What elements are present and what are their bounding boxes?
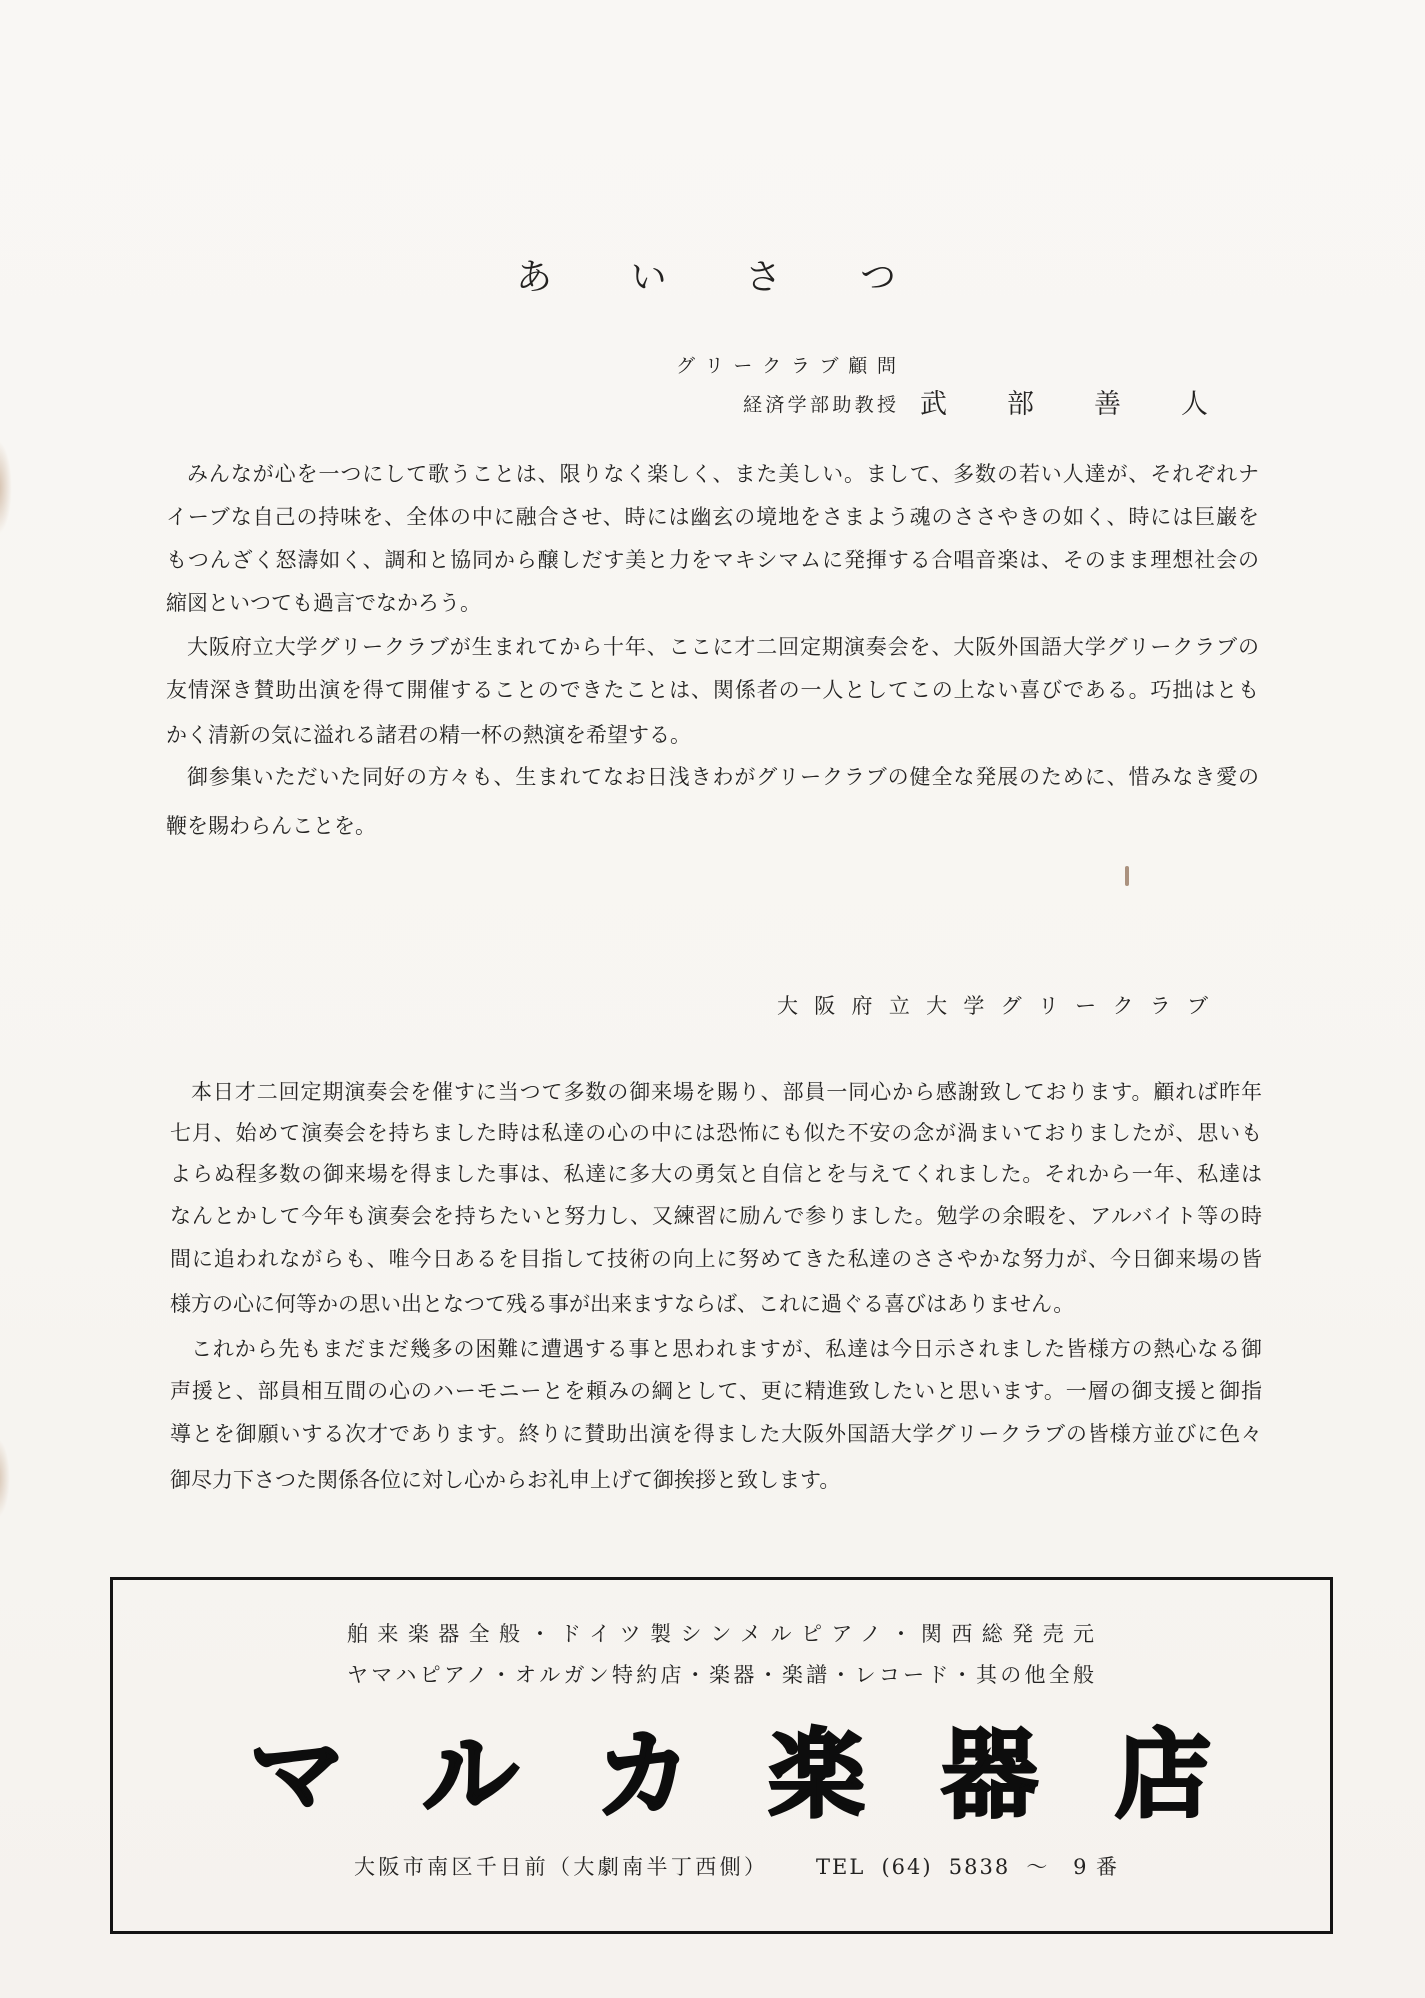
paragraph-line: よらぬ程多数の御来場を得ました事は、私達に多大の勇気と自信とを与えてくれました。それから一年、私達は: [170, 1162, 1262, 1186]
page-title: あいさつ: [516, 257, 896, 298]
paragraph-line: 間に追われながらも、唯今日あるを目指して技術の向上に努めてきた私達のささやかな努力が、今日御来場の皆: [170, 1247, 1262, 1271]
ad-tagline: ヤマハピアノ・オルガン特約店・楽器・楽譜・レコード・其の他全般: [347, 1663, 1094, 1687]
section-author: 大阪府立大学グリークラブ: [777, 994, 1208, 1018]
paragraph-line: みんなが心を一つにして歌うことは、限りなく楽しく、また美しい。まして、多数の若い人達が、それぞれナ: [187, 462, 1259, 486]
paragraph-line: イーブな自己の持味を、全体の中に融合させ、時には幽玄の境地をさまよう魂のささやきの如く、時には巨巌を: [166, 505, 1259, 529]
paragraph-line: 七月、始めて演奏会を持ちました時は私達の心の中には恐怖にも似た不安の念が渦まいておりましたが、思いも: [170, 1121, 1262, 1145]
paragraph-line: 本日才二回定期演奏会を催すに当つて多数の御来場を賜り、部員一同心から感謝致しております。顧れば昨年: [191, 1080, 1262, 1104]
paragraph-line: 導とを御願いする次才であります。終りに賛助出演を得ました大阪外国語大学グリークラブの皆様方並びに色々: [170, 1422, 1262, 1446]
paragraph-line: 鞭を賜わらんことを。: [166, 814, 376, 838]
advisor-title: 経済学部助教授: [743, 394, 896, 416]
paragraph-line: 御尽力下さつた関係各位に対し心からお礼申上げて御挨拶と致します。: [170, 1468, 841, 1492]
paragraph-line: かく清新の気に溢れる諸君の精一杯の熱演を希望する。: [166, 723, 691, 747]
paragraph-line: 友情深き賛助出演を得て開催することのできたことは、関係者の一人としてこの上ない喜びである。巧拙はとも: [166, 678, 1259, 702]
paragraph-line: 縮図といつても過言でなかろう。: [166, 591, 481, 615]
paragraph-line: なんとかして今年も演奏会を持ちたいと努力し、又練習に励んで参りました。勉学の余暇を、アルバイト等の時: [170, 1204, 1262, 1228]
advisor-role: グリークラブ顧問: [676, 355, 896, 377]
paragraph-line: もつんざく怒濤如く、調和と協同から醸しだす美と力をマキシマムに発揮する合唱音楽は、そのまま理想社会の: [166, 548, 1259, 572]
store-phone: TEL (64) 5838 ～ 9番: [816, 1855, 1119, 1879]
paper-stain: [0, 440, 12, 535]
paragraph-line: 様方の心に何等かの思い出となつて残る事が出来ますならば、これに過ぐる喜びはありません。: [170, 1292, 1075, 1316]
advisor-name: 武部善人: [920, 389, 1208, 420]
paragraph-line: 大阪府立大学グリークラブが生まれてから十年、ここに才二回定期演奏会を、大阪外国語大学グリークラブの: [187, 635, 1259, 659]
paper-stain: [0, 1438, 10, 1518]
paragraph-line: これから先もまだまだ幾多の困難に遭遇する事と思われますが、私達は今日示されました皆様方の熱心なる御: [191, 1337, 1262, 1361]
ad-tagline: 舶来楽器全般・ドイツ製シンメルピアノ・関西総発売元: [347, 1622, 1094, 1646]
paragraph-line: 声援と、部員相互間の心のハーモニーとを頼みの綱として、更に精進致したいと思います。一層の御支援と御指: [170, 1379, 1262, 1403]
ink-speck: [1125, 866, 1129, 886]
paragraph-line: 御参集いただいた同好の方々も、生まれてなお日浅きわがグリークラブの健全な発展のために、惜みなき愛の: [187, 765, 1259, 789]
store-logo: マルカ楽器店: [249, 1719, 1211, 1831]
store-address: 大阪市南区千日前（大劇南半丁西側）: [354, 1855, 765, 1879]
